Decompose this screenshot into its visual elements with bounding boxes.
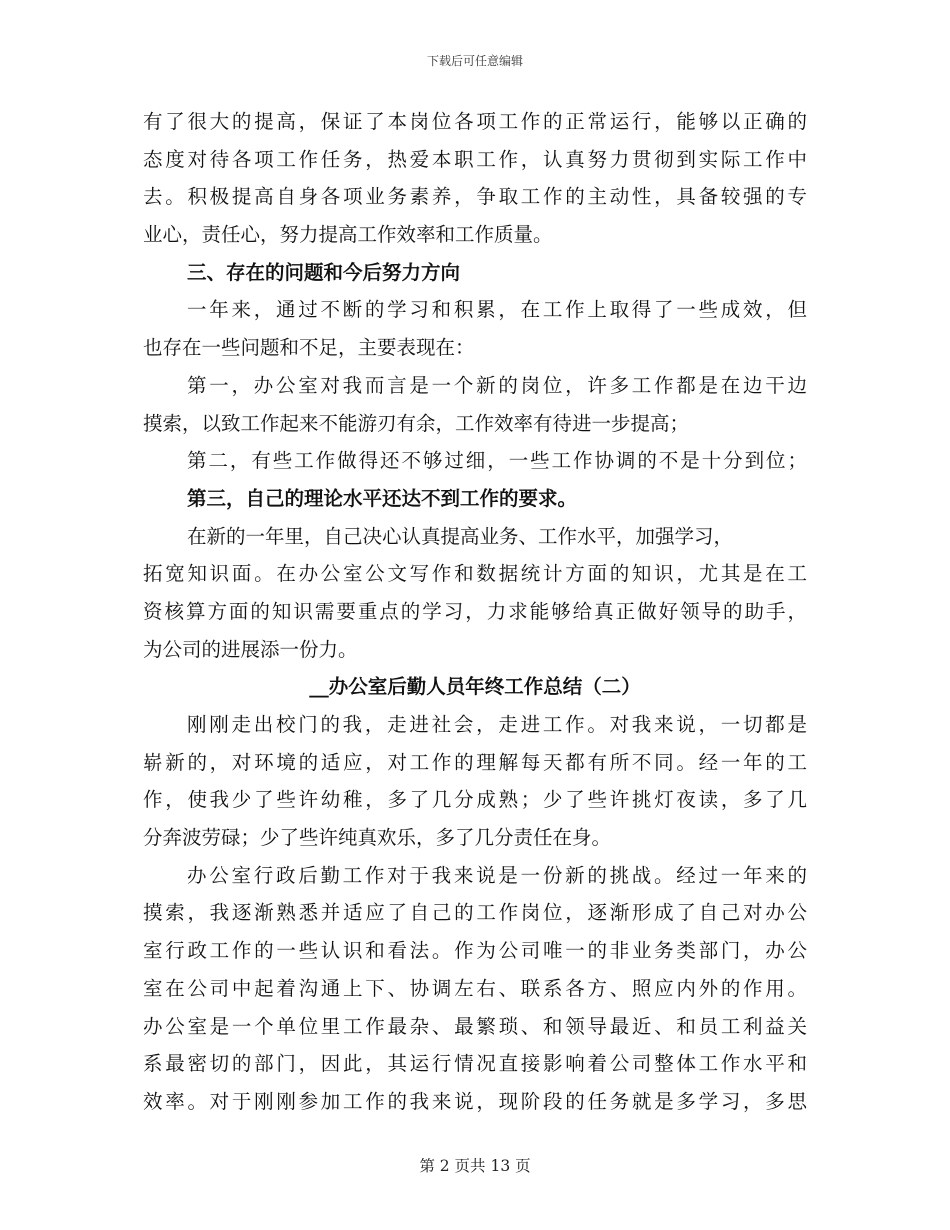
document-body	[143, 103, 807, 1121]
body-line: 第二，有些工作做得还不够过细，一些工作协调的不是十分到位；	[187, 449, 807, 473]
body-line: 拓宽知识面。在办公室公文写作和数据统计方面的知识，尤其是在工	[143, 562, 807, 586]
section-heading: 三、存在的问题和今后努力方向	[187, 260, 461, 284]
body-line: 去。积极提高自身各项业务素养，争取工作的主动性，具备较强的专	[143, 185, 807, 209]
body-line: 系最密切的部门，因此，其运行情况直接影响着公司整体工作水平和	[143, 1052, 807, 1076]
body-line: 在新的一年里，自己决心认真提高业务、工作水平，加强学习，	[187, 524, 734, 548]
body-line: 第一，办公室对我而言是一个新的岗位，许多工作都是在边干边	[187, 373, 807, 397]
body-line: 作，使我少了些许幼稚，多了几分成熟；少了些许挑灯夜读，多了几	[143, 788, 807, 812]
body-line: 态度对待各项工作任务，热爱本职工作，认真努力贯彻到实际工作中	[143, 147, 807, 171]
body-line: 效率。对于刚刚参加工作的我来说，现阶段的任务就是多学习，多思	[143, 1089, 807, 1113]
body-line: 崭新的，对环境的适应，对工作的理解每天都有所不同。经一年的工	[143, 750, 807, 774]
body-line: 办公室是一个单位里工作最杂、最繁琐、和领导最近、和员工利益关	[143, 1014, 807, 1038]
body-line: 室在公司中起着沟通上下、协调左右、联系各方、照应内外的作用。	[143, 976, 807, 1000]
body-line: 摸索，我逐渐熟悉并适应了自己的工作岗位，逐渐形成了自己对办公	[143, 901, 807, 925]
body-line: 为公司的进展添一份力。	[143, 637, 358, 661]
body-line: 摸索，以致工作起来不能游刃有余，工作效率有待进一步提高；	[143, 411, 690, 435]
body-line: 刚刚走出校门的我，走进社会，走进工作。对我来说，一切都是	[187, 713, 807, 736]
body-line: 有了很大的提高，保证了本岗位各项工作的正常运行，能够以正确的	[143, 110, 807, 133]
body-line: 一年来，通过不断的学习和积累，在工作上取得了一些成效，但	[187, 298, 807, 322]
body-line: 资核算方面的知识需要重点的学习，力求能够给真正做好领导的助手，	[143, 599, 807, 623]
bold-line: 第三，自己的理论水平还达不到工作的要求。	[187, 486, 578, 510]
body-line: 业心，责任心，努力提高工作效率和工作质量。	[143, 223, 553, 247]
body-line: 也存在一些问题和不足，主要表现在：	[143, 336, 475, 360]
body-line: 分奔波劳碌；少了些许纯真欢乐，多了几分责任在身。	[143, 826, 612, 850]
page-footer: 第 2 页共 13 页	[419, 1157, 531, 1175]
body-line: 办公室行政后勤工作对于我来说是一份新的挑战。经过一年来的	[187, 863, 807, 887]
page-header: 下载后可任意编辑	[426, 54, 523, 68]
body-line: 室行政工作的一些认识和看法。作为公司唯一的非业务类部门，办公	[143, 939, 807, 963]
section-title: __办公室后勤人员年终工作总结（二）	[309, 675, 641, 699]
